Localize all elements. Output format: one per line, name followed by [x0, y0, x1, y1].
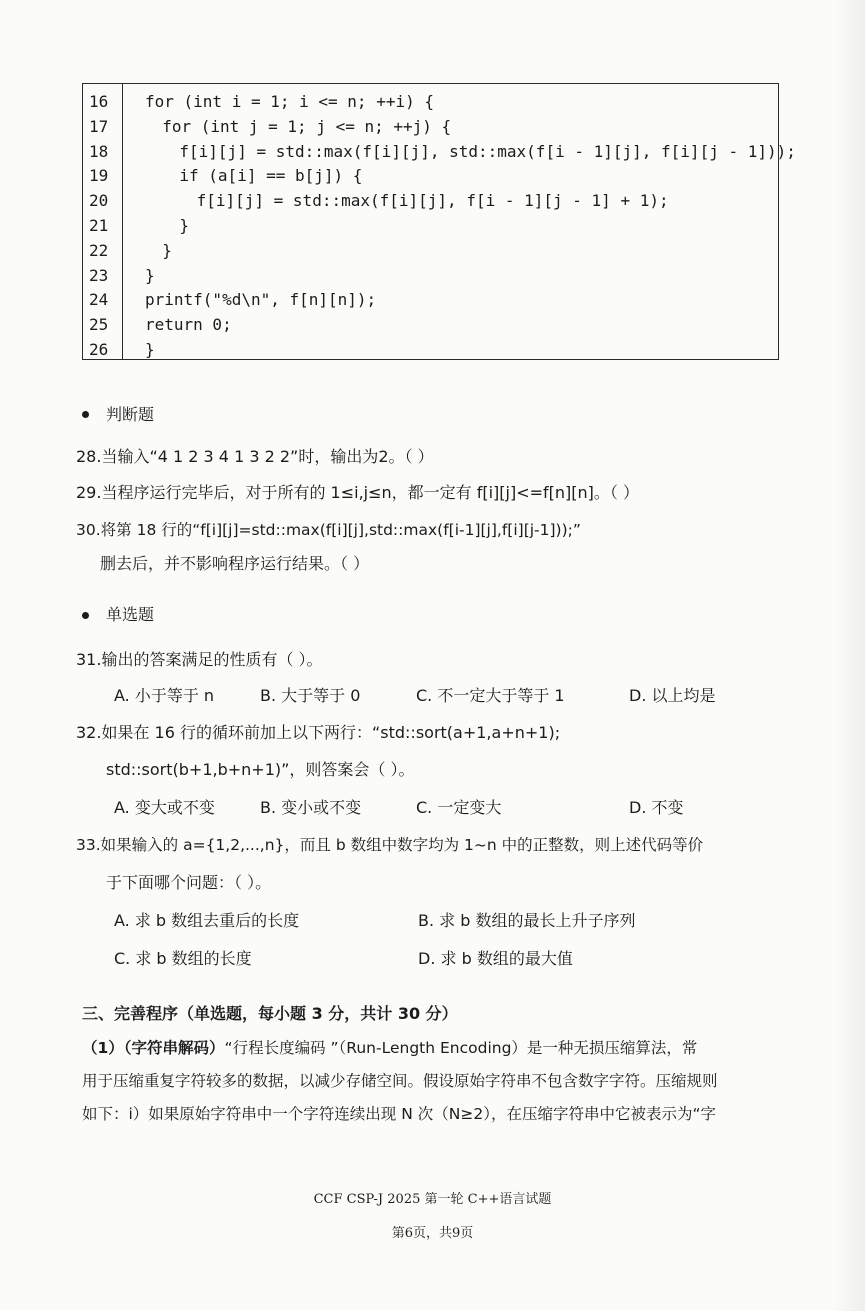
question-32-option-b: B. 变小或不变	[260, 798, 362, 817]
code-line-number: 24	[89, 290, 109, 310]
code-line-text: printf("%d\n", f[n][n]);	[145, 290, 377, 310]
code-line-number: 21	[89, 216, 109, 235]
code-line-number: 23	[89, 265, 109, 285]
program-1-line-2: 用于压缩重复字符较多的数据，以减少存储空间。假设原始字符串不包含数字字符。压缩规则	[82, 1072, 718, 1090]
code-line-text: for (int i = 1; i <= n; ++i) {	[145, 92, 434, 111]
code-listing	[82, 83, 796, 360]
question-32-option-d: D. 不变	[629, 798, 684, 817]
question-31-option-b: B. 大于等于 0	[260, 686, 361, 705]
bullet-icon	[82, 411, 89, 418]
code-line-number: 17	[89, 116, 109, 136]
footer-page-number: 第6页，共9页	[391, 1226, 474, 1241]
code-line-text: f[i][j] = std::max(f[i][j], std::max(f[i - 1][j], f[i][j - 1]));	[179, 141, 796, 161]
question-33-option-a: A. 求 b 数组去重后的长度	[114, 911, 300, 930]
question-32-option-a: A. 变大或不变	[114, 798, 215, 817]
footer-title: CCF CSP-J 2025 第一轮 C++语言试题	[313, 1192, 552, 1207]
question-31-stem: 31.输出的答案满足的性质有（ ）。	[76, 650, 323, 669]
question-33-option-b: B. 求 b 数组的最长上升子序列	[418, 911, 636, 930]
question-33-stem-line-2: 于下面哪个问题：（ ）。	[106, 873, 272, 892]
code-line-number: 18	[89, 141, 109, 161]
question-30-line-2: 删去后，并不影响程序运行结果。（ ）	[100, 554, 370, 573]
question-33-option-d: D. 求 b 数组的最大值	[418, 949, 573, 968]
code-line-text: }	[162, 240, 172, 260]
question-33-stem-line-1: 33.如果输入的 a={1,2,...,n}，而且 b 数组中数字均为 1~n 中的正整数，则上述代码等价	[76, 836, 704, 854]
code-line-text: f[i][j] = std::max(f[i][j], f[i - 1][j - 1] + 1);	[196, 191, 669, 211]
code-line-number: 16	[89, 92, 109, 111]
question-32-stem-line-1: 32.如果在 16 行的循环前加上以下两行：“std::sort(a+1,a+n+1);	[76, 723, 561, 742]
section-heading-single-choice: 单选题	[106, 605, 155, 624]
question-33-option-c: C. 求 b 数组的长度	[114, 949, 252, 968]
question-31-option-c: C. 不一定大于等于 1	[416, 686, 565, 705]
question-31-option-a: A. 小于等于 n	[114, 686, 215, 705]
page-edge-shadow	[835, 0, 865, 1311]
code-line-number: 19	[89, 166, 109, 186]
code-line-text: if (a[i] == b[j]) {	[179, 166, 363, 186]
section-3-heading: 三、完善程序（单选题，每小题 3 分，共计 30 分）	[82, 1004, 458, 1023]
code-line-number: 20	[89, 191, 109, 211]
section-heading-judgement: 判断题	[106, 405, 155, 424]
code-line-text: }	[145, 265, 155, 285]
code-line-number: 22	[89, 240, 109, 260]
bullet-icon	[82, 612, 89, 619]
program-1-intro: “行程长度编码 ”（Run-Length Encoding）是一种无损压缩算法，常	[224, 1039, 698, 1057]
program-1-line-3: 如下：i）如果原始字符串中一个字符连续出现 N 次（N≥2），在压缩字符串中它被表示为“字	[82, 1105, 716, 1123]
question-29: 29.当程序运行完毕后，对于所有的 1≤i,j≤n，都一定有 f[i][j]<=f[n][n]。（ ）	[76, 483, 640, 502]
code-line-number: 26	[89, 340, 109, 359]
code-line-text: }	[145, 340, 155, 359]
code-line-text: }	[179, 216, 190, 235]
question-32-stem-line-2: std::sort(b+1,b+n+1)”，则答案会（ ）。	[106, 760, 415, 779]
question-28: 28.当输入“4 1 2 3 4 1 3 2 2”时，输出为2。（ ）	[76, 447, 434, 466]
question-30-line-1: 30.将第 18 行的“f[i][j]=std::max(f[i][j],std::max(f[i-1][j],f[i][j-1]));”	[76, 521, 581, 539]
question-31-option-d: D. 以上均是	[629, 686, 716, 705]
code-line-text: for (int j = 1; j <= n; ++j) {	[162, 116, 452, 136]
code-line-text: return 0;	[145, 315, 232, 335]
question-32-option-c: C. 一定变大	[416, 798, 502, 817]
code-line-number: 25	[89, 315, 109, 335]
program-1-line-1	[82, 1038, 697, 1058]
program-1-label: （1）（字符串解码）	[82, 1039, 225, 1057]
